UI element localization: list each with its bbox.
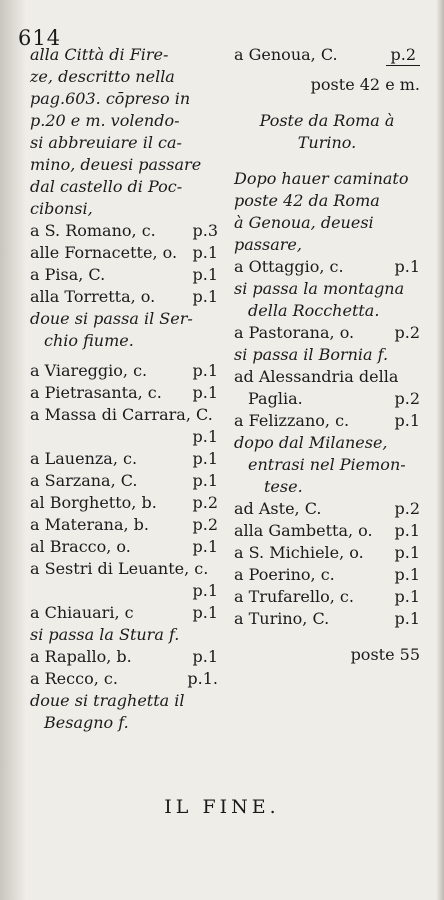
itinerary-entry xyxy=(234,520,420,542)
post-count: p.2 xyxy=(394,389,420,408)
place-name: a Felizzano, c. xyxy=(234,411,350,430)
itinerary-entry xyxy=(234,322,420,344)
post-count: p.1 xyxy=(394,521,420,540)
itinerary-entry xyxy=(234,256,420,278)
place-name: a Pastorana, o. xyxy=(234,323,355,342)
post-count: p.2 xyxy=(394,323,420,342)
place-name: a Recco, c. xyxy=(30,669,118,688)
post-count: p.2 xyxy=(192,493,218,512)
place-name: a Turino, C. xyxy=(234,609,330,628)
section-title: Turino. xyxy=(297,133,357,152)
post-count: p.1 xyxy=(192,603,218,622)
route-note: tese. xyxy=(264,477,303,496)
itinerary-entry xyxy=(30,536,218,558)
itinerary-entry xyxy=(30,286,218,308)
intro-line: Dopo hauer caminato xyxy=(234,169,409,188)
post-count: p.1 xyxy=(192,537,218,556)
right-column xyxy=(234,44,420,666)
route-note: si passa il Bornia f. xyxy=(234,345,389,364)
place-name: a Ottaggio, c. xyxy=(234,257,344,276)
route-note: entrasi nel Piemon- xyxy=(248,455,406,474)
post-count: p.2 xyxy=(386,44,420,66)
post-count: p.2 xyxy=(192,515,218,534)
itinerary-entry xyxy=(30,668,218,690)
post-count: p.1 xyxy=(192,361,218,380)
itinerary-entry xyxy=(234,564,420,586)
page-gutter-shadow xyxy=(0,0,26,900)
route-note: doue si passa il Ser- xyxy=(30,309,193,328)
itinerary-entry xyxy=(234,542,420,564)
intro-line: ze, descritto nella xyxy=(30,67,175,86)
itinerary-entry xyxy=(30,360,218,382)
intro-line: pag.603. cōpreso in xyxy=(30,89,191,108)
intro-line: passare, xyxy=(234,235,302,254)
post-count: p.2 xyxy=(394,499,420,518)
intro-line: si abbreuiare il ca- xyxy=(30,133,182,152)
itinerary-entry xyxy=(234,44,420,66)
itinerary-entry xyxy=(30,470,218,492)
intro-line: poste 42 da Roma xyxy=(234,191,380,210)
post-count: p.1 xyxy=(192,471,218,490)
route-note: si passa la Stura f. xyxy=(30,625,180,644)
intro-line: mino, deuesi passare xyxy=(30,155,202,174)
post-count: p.1. xyxy=(187,669,218,688)
place-name: al Borghetto, b. xyxy=(30,493,157,512)
route-note: dopo dal Milanese, xyxy=(234,433,388,452)
place-name: a Sarzana, C. xyxy=(30,471,138,490)
post-count: p.1 xyxy=(394,257,420,276)
intro-line: cibonsi, xyxy=(30,199,93,218)
post-count: p.1 xyxy=(192,449,218,468)
itinerary-entry xyxy=(234,410,420,432)
itinerary-entry xyxy=(30,264,218,286)
page-edge-shadow xyxy=(436,0,444,900)
section-title: Poste da Roma à xyxy=(259,111,395,130)
itinerary-entry xyxy=(30,646,218,668)
itinerary-entry xyxy=(30,220,218,242)
place-name: a Genoua, C. xyxy=(234,45,338,64)
post-count: p.1 xyxy=(192,287,218,306)
itinerary-entry xyxy=(234,586,420,608)
place-name: a Poerino, c. xyxy=(234,565,335,584)
place-name: alla Torretta, o. xyxy=(30,287,156,306)
post-count: p.1 xyxy=(192,243,218,262)
place-name: ad Aste, C. xyxy=(234,499,322,518)
route-note: Besagno f. xyxy=(44,713,129,732)
end-text: IL FINE. xyxy=(164,796,280,818)
place-name: a Materana, b. xyxy=(30,515,149,534)
place-name: Paglia. xyxy=(248,389,303,408)
itinerary-entry xyxy=(234,388,420,410)
route-note: chio fiume. xyxy=(44,331,134,350)
post-count: p.1 xyxy=(394,543,420,562)
place-name: alle Fornacette, o. xyxy=(30,243,178,262)
itinerary-entry xyxy=(234,498,420,520)
place-name: a Pisa, C. xyxy=(30,265,106,284)
post-count: p.1 xyxy=(394,565,420,584)
itinerary-entry xyxy=(30,602,218,624)
place-name: a Chiauari, c xyxy=(30,603,134,622)
place-name: a Rapallo, b. xyxy=(30,647,132,666)
itinerary-entry xyxy=(30,448,218,470)
place-name: al Bracco, o. xyxy=(30,537,131,556)
itinerary-entry xyxy=(30,382,218,404)
left-column xyxy=(30,44,218,734)
place-name: a Massa di Carrara, C. xyxy=(30,405,213,424)
post-count: p.1 xyxy=(192,427,218,446)
post-count: p.1 xyxy=(394,609,420,628)
route-note: doue si traghetta il xyxy=(30,691,185,710)
itinerary-entry xyxy=(234,608,420,630)
post-count: p.1 xyxy=(192,581,218,600)
intro-line: p.20 e m. volendo- xyxy=(30,111,180,130)
place-name: a Pietrasanta, c. xyxy=(30,383,162,402)
post-count: p.3 xyxy=(192,221,218,240)
intro-line: alla Città di Fire- xyxy=(30,45,169,64)
posts-total: poste 55 xyxy=(350,645,420,664)
route-note: si passa la montagna xyxy=(234,279,405,298)
place-name: alla Gambetta, o. xyxy=(234,521,373,540)
place-name: a S. Michiele, o. xyxy=(234,543,364,562)
post-count: p.1 xyxy=(192,383,218,402)
posts-total: poste 42 e m. xyxy=(310,75,420,94)
itinerary-entry xyxy=(30,492,218,514)
post-count: p.1 xyxy=(394,587,420,606)
place-name: a Sestri di Leuante, c. xyxy=(30,559,209,578)
itinerary-entry xyxy=(30,242,218,264)
post-count: p.1 xyxy=(394,411,420,430)
intro-line: à Genoua, deuesi xyxy=(234,213,374,232)
route-note: della Rocchetta. xyxy=(248,301,380,320)
place-name: a Trufarello, c. xyxy=(234,587,354,606)
post-count: p.1 xyxy=(192,265,218,284)
place-name: a S. Romano, c. xyxy=(30,221,156,240)
place-name: a Lauenza, c. xyxy=(30,449,138,468)
itinerary-entry xyxy=(30,514,218,536)
post-count: p.1 xyxy=(192,647,218,666)
place-name: ad Alessandria della xyxy=(234,367,399,386)
place-name: a Viareggio, c. xyxy=(30,361,148,380)
left-intro xyxy=(30,44,218,220)
intro-line: dal castello di Poc- xyxy=(30,177,183,196)
page-number: 614 xyxy=(18,26,62,50)
